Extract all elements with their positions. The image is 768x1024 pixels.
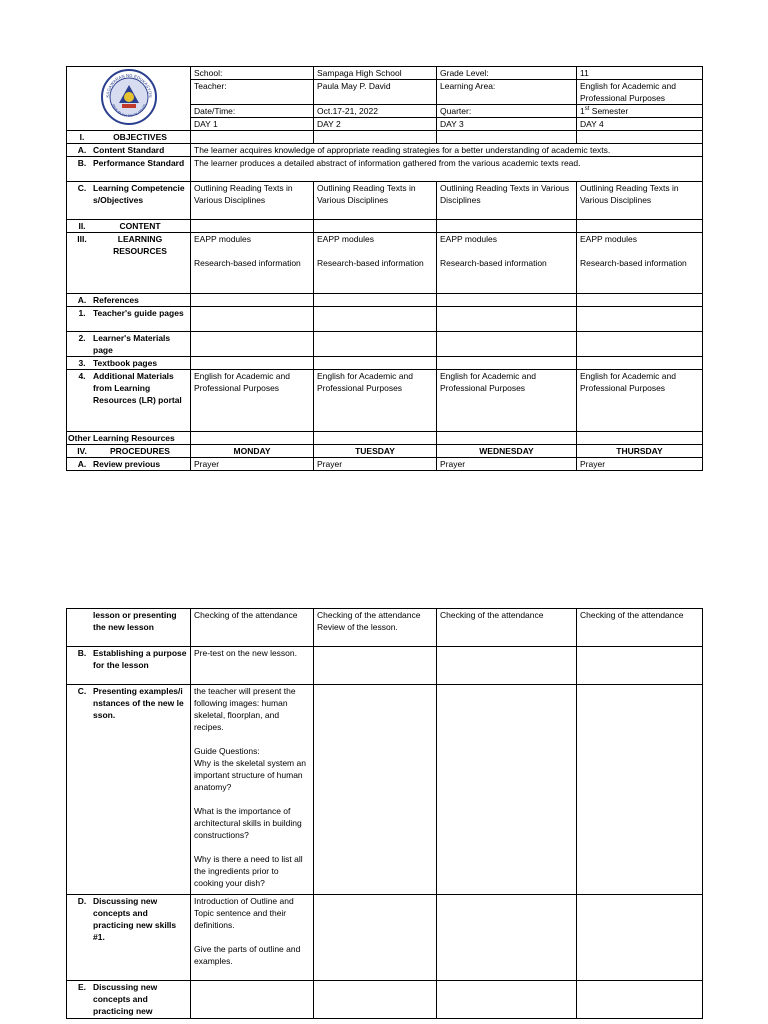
day-1-header: DAY 1 [191,118,314,131]
additional-day-1: English for Academic and Professional Purposes [191,370,314,432]
day-4-header: DAY 4 [577,118,703,131]
deped-seal-logo [101,69,157,125]
performance-standard-value: The learner produces a detailed abstract of information gathered from the various academic texts read. [191,157,703,182]
additional-day-2: English for Academic and Professional Purposes [314,370,437,432]
presenting-examples-label: C. Presenting examples/instances of the new lesson. [67,685,191,895]
review-continued-label: lesson or presenting the new lesson [67,609,191,647]
teacher-label: Teacher: [191,80,314,105]
references-label: A. References [67,294,191,307]
grade-value: 11 [577,67,703,80]
attendance-day-2: Checking of the attendance Review of the lesson. [314,609,437,647]
discussing-day-1: Introduction of Outline and Topic sentence and their definitions. Give the parts of outline and examples. [191,895,314,981]
other-resources-label: Other Learning Resources [67,432,191,445]
content-heading: II. CONTENT [67,220,191,233]
day-2-header: DAY 2 [314,118,437,131]
review-previous-label: A. Review previous [67,458,191,471]
additional-day-4: English for Academic and Professional Purposes [577,370,703,432]
review-day-4: Prayer [577,458,703,471]
monday-header: MONDAY [191,445,314,458]
tuesday-header: TUESDAY [314,445,437,458]
date-value: Oct.17-21, 2022 [314,105,437,118]
attendance-day-4: Checking of the attendance [577,609,703,647]
discussing-skills-2-label: E. Discussing new concepts and practicing new [67,981,191,1019]
logo-cell [67,67,191,131]
teacher-value: Paula May P. David [314,80,437,105]
procedures-heading: IV. PROCEDURES [67,445,191,458]
textbook-label: 3. Textbook pages [67,357,191,370]
competency-day-2: Outlining Reading Texts in Various Disciplines [314,182,437,220]
resources-day-2: EAPP modules Research-based information [314,233,437,294]
day-3-header: DAY 3 [437,118,577,131]
grade-label: Grade Level: [437,67,577,80]
content-standard-label: A. Content Standard [67,144,191,157]
discussing-skills-1-label: D. Discussing new concepts and practicing new skills #1. [67,895,191,981]
resources-day-1: EAPP modules Research-based information [191,233,314,294]
competency-day-4: Outlining Reading Texts in Various Disciplines [577,182,703,220]
objectives-heading: I. OBJECTIVES [67,131,191,144]
learning-area-label: Learning Area: [437,80,577,105]
purpose-day-1: Pre-test on the new lesson. [191,647,314,685]
dll-table-page2 [66,608,703,1019]
review-day-3: Prayer [437,458,577,471]
learners-materials-label: 2. Learner's Materials page [67,332,191,357]
resources-day-3: EAPP modules Research-based information [437,233,577,294]
examples-day-1: the teacher will present the following images: human skeletal, floorplan, and recipes. Guide Questions: Why is the skeletal system an important structure of human anatomy? What is the importance of architectural skills in building constructions? Why is there a need to list all the ingredients prior to cooking your dish? [191,685,314,895]
review-day-2: Prayer [314,458,437,471]
wednesday-header: WEDNESDAY [437,445,577,458]
thursday-header: THURSDAY [577,445,703,458]
learning-area-value: English for Academic and Professional Purposes [577,80,703,105]
quarter-value: 1st Semester [577,105,703,118]
svg-text:KAGAWARAN NG EDUKASYON: KAGAWARAN NG EDUKASYON [104,72,153,98]
competency-day-3: Outlining Reading Texts in Various Disciplines [437,182,577,220]
review-day-1: Prayer [191,458,314,471]
attendance-day-1: Checking of the attendance [191,609,314,647]
school-value: Sampaga High School [314,67,437,80]
svg-text:REPUBLIKA NG PILIPINAS: REPUBLIKA NG PILIPINAS [110,103,147,119]
performance-standard-label: B. Performance Standard [67,157,191,182]
additional-materials-label: 4. Additional Materials from Learning Resources (LR) portal [67,370,191,432]
teachers-guide-label: 1. Teacher's guide pages [67,307,191,332]
additional-day-3: English for Academic and Professional Purposes [437,370,577,432]
learning-resources-heading: III. LEARNING RESOURCES [67,233,191,294]
school-label: School: [191,67,314,80]
establishing-purpose-label: B. Establishing a purpose for the lesson [67,647,191,685]
resources-day-4: EAPP modules Research-based information [577,233,703,294]
attendance-day-3: Checking of the attendance [437,609,577,647]
competencies-label: C. Learning Competencies/Objectives [67,182,191,220]
quarter-label: Quarter: [437,105,577,118]
content-standard-value: The learner acquires knowledge of appropriate reading strategies for a better understanding of academic texts. [191,144,703,157]
competency-day-1: Outlining Reading Texts in Various Disciplines [191,182,314,220]
date-label: Date/Time: [191,105,314,118]
dll-table-page1 [66,66,703,471]
